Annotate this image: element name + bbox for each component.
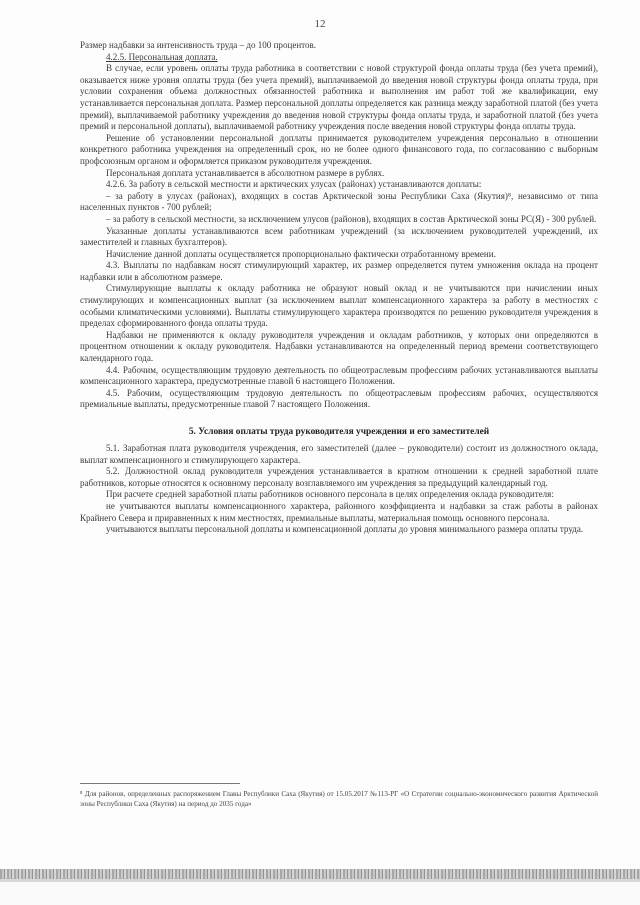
page-number: 12 — [314, 18, 326, 30]
section-5-title: 5. Условия оплаты труда руководителя учреждения и его заместителей — [188, 427, 490, 437]
paragraph-applicability: Указанные доплаты устанавливаются всем работникам учреждений (за исключением руководителей учреждений, их заместителей и главных бухгалтеров). — [80, 225, 598, 248]
paragraph-4-3: 4.3. Выплаты по надбавкам носят стимулирующий характер, их размер определяется путем умножения оклада на процент надбавки или в абсолютном размере. — [80, 260, 598, 282]
paragraph-decision: Решение об установлении персональной доплаты принимается руководителем учреждения персонально в отношении конкретного работника учреждения на определенный срок, но не более одного финансового года, по согласованию с выборным профсоюзным органом и оформляется приказом руководителя учреждения. — [80, 132, 598, 166]
list-item-rural: – за работу в сельской местности, за исключением улусов (районов), входящих в состав Арктической зоны РС(Я) - 300 рублей. — [106, 213, 597, 224]
footnote-divider — [80, 783, 240, 784]
list-item-arctic: – за работу в улусах (районах), входящих в состав Арктической зоны Республики Саха (Якутия)⁸, независимо от типа населенных пунктов - 700 рублей; — [80, 190, 598, 213]
paragraph-intensity-bonus: Размер надбавки за интенсивность труда – до 100 процентов. — [80, 40, 317, 50]
paragraph-stimulating: Стимулирующие выплаты к окладу работника не образуют новый оклад и не учитываются при начислении иных стимулирующих и компенсационных выплат (за исключением выплат компенсационного характера за работу в местностях с особыми климатическими условиями). Выплаты стимулирующего характера производятся по решению руководителя учреждения в пределах сформированного фонда оплаты труда. — [80, 283, 598, 329]
scan-edge-texture — [0, 869, 640, 879]
footnote: ⁸ Для районов, определенных распоряжением Главы Республики Саха (Якутия) от 15.05.2017 №113-РГ «О Стратегии социально-экономического развития Арктической зоны Республики Саха (Якутия) на период до 2035 года» — [80, 790, 598, 808]
paragraph-calc: При расчете средней заработной платы работников основного персонала в целях определения оклада руководителя: — [106, 489, 554, 500]
paragraph-bonus-not-applied: Надбавки не применяются к окладу руководителя учреждения и окладам работников, у которых они определяются в процентном отношении к окладу руководителя. Надбавки устанавливаются на определенный период времени соответствующего календарного года. — [80, 329, 598, 364]
paragraph-5-2: 5.2. Должностной оклад руководителя учреждения устанавливается в кратном отношении к средней заработной плате работников, которые относятся к основному персоналу возглавляемого им учреждения за предыдущий календарный год. — [80, 466, 598, 488]
paragraph-counted: учитываются выплаты персональной доплаты и компенсационной доплаты до уровня минимального размера оплаты труда. — [106, 524, 584, 535]
paragraph-rural-arctic: 4.2.6. За работу в сельской местности и арктических улусах (районах) устанавливаются доплаты: — [106, 179, 482, 190]
paragraph-5-1: 5.1. Заработная плата руководителя учреждения, его заместителей (далее – руководители) состоит из должностного оклада, выплат компенсационного и стимулирующего характера. — [80, 443, 598, 465]
paragraph-personal-allowance: В случае, если уровень оплаты труда работника в соответствии с новой структурой фонда оплаты труда (без учета премий), оказывается ниже уровня оплаты труда (без учета премий), выплачиваемой до введения новой структуры фонда оплаты труда, при условии сохранения объема должностных обязанностей работника и выполнения им работ той же квалификации, ему устанавливается персональная доплата. Размер персональной доплаты определяется как разница между заработной платой (без учета премий), выплачиваемой работнику учреждения до введения новой структуры фонда оплаты труда, и заработной платой (без учета премий и персональной доплаты), выплачиваемой работнику учреждения после введения новой структуры фонда оплаты труда. — [80, 63, 598, 132]
paragraph-not-counted: не учитываются выплаты компенсационного характера, районного коэффициента и надбавки за стаж работы в районах Крайнего Севера и приравненных к ним местностях, премиальные выплаты, материальная помощь основного персонала. — [80, 500, 598, 523]
paragraph-4-4: 4.4. Рабочим, осуществляющим трудовую деятельность по общеотраслевым профессиям рабочих устанавливаются выплаты компенсационного характера, предусмотренные главой 6 настоящего Положения. — [80, 364, 598, 387]
paragraph-absolute-size: Персональная доплата устанавливается в абсолютном размере в рублях. — [106, 167, 385, 178]
paragraph-proportional: Начисление данной доплаты осуществляется пропорционально фактически отработанному времени. — [106, 248, 496, 259]
subheading-personal-allowance — [80, 52, 598, 64]
subheading-text: 4.2.5. Персональная доплата. — [106, 51, 218, 62]
document-body — [80, 40, 598, 536]
scan-bottom-margin — [0, 882, 640, 905]
paragraph-4-5: 4.5. Рабочим, осуществляющим трудовую деятельность по общеотраслевым профессиям рабочих, осуществляются премиальные выплаты, предусмотренные главой 7 настоящего Положения. — [80, 387, 598, 410]
